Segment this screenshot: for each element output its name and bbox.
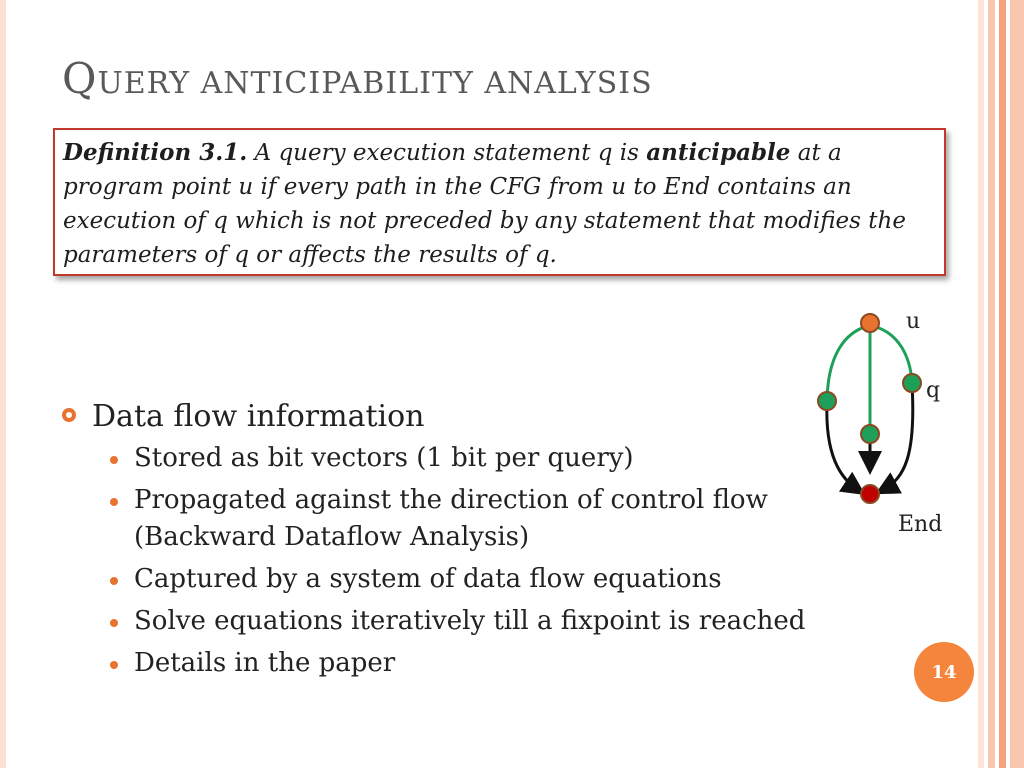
sub-bullet-item xyxy=(62,440,814,477)
definition-label: Definition 3.1. xyxy=(63,139,248,166)
sub-bullet-text: Propagated against the direction of control flow (Backward Dataflow Analysis) xyxy=(134,485,768,552)
page-number-badge: 14 xyxy=(914,642,974,702)
page-edge-stripe-light xyxy=(0,0,6,768)
right-border-stripe-3 xyxy=(999,0,1006,768)
sub-bullet-list xyxy=(62,440,814,682)
sub-bullet-item xyxy=(62,645,814,682)
main-bullet-text: Data flow information xyxy=(92,399,425,434)
sub-bullet-text: Solve equations iteratively till a fixpoint is reached xyxy=(134,606,806,636)
diagram-label-q: q xyxy=(926,378,941,403)
definition-box xyxy=(53,128,946,276)
bullet-dot-icon xyxy=(110,498,118,506)
sub-bullet-text: Captured by a system of data flow equations xyxy=(134,564,722,594)
ring-bullet-icon xyxy=(62,408,76,422)
bullet-dot-icon xyxy=(110,456,118,464)
definition-term: anticipable xyxy=(646,139,791,166)
sub-bullet-item xyxy=(62,482,814,556)
sub-bullet-text: Stored as bit vectors (1 bit per query) xyxy=(134,443,634,473)
slide-title-rest: UERY ANTICIPABILITY ANALYSIS xyxy=(97,66,653,101)
node-end xyxy=(861,485,879,503)
right-border-stripe-2 xyxy=(988,0,995,768)
sub-bullet-item xyxy=(62,561,814,598)
bullet-dot-icon xyxy=(110,577,118,585)
diagram-label-end: End xyxy=(898,512,943,537)
bullet-list xyxy=(62,398,814,687)
slide-title xyxy=(62,54,653,103)
slide-title-initial: Q xyxy=(62,54,98,103)
right-border-stripe-1 xyxy=(978,0,984,768)
edge-u-left xyxy=(827,326,868,400)
node-middle xyxy=(861,425,879,443)
node-left xyxy=(818,392,836,410)
sub-bullet-text: Details in the paper xyxy=(134,648,396,678)
main-bullet xyxy=(62,398,814,436)
definition-text-2: at a program point u if every path in the CFG from u to End contains an execution of q which is not preceded by any statement that modifies the parameters of q or affects the results of q. xyxy=(63,140,906,268)
bullet-dot-icon xyxy=(110,661,118,669)
right-border-stripe-4 xyxy=(1010,0,1024,768)
edge-left-end xyxy=(827,402,858,490)
node-q xyxy=(903,374,921,392)
edge-u-right xyxy=(876,327,912,382)
bullet-dot-icon xyxy=(110,619,118,627)
diagram-label-u: u xyxy=(906,309,921,334)
node-u xyxy=(861,314,879,332)
sub-bullet-item xyxy=(62,603,814,640)
edge-right-end xyxy=(883,384,913,490)
definition-text-1: A query execution statement q is xyxy=(247,140,647,166)
